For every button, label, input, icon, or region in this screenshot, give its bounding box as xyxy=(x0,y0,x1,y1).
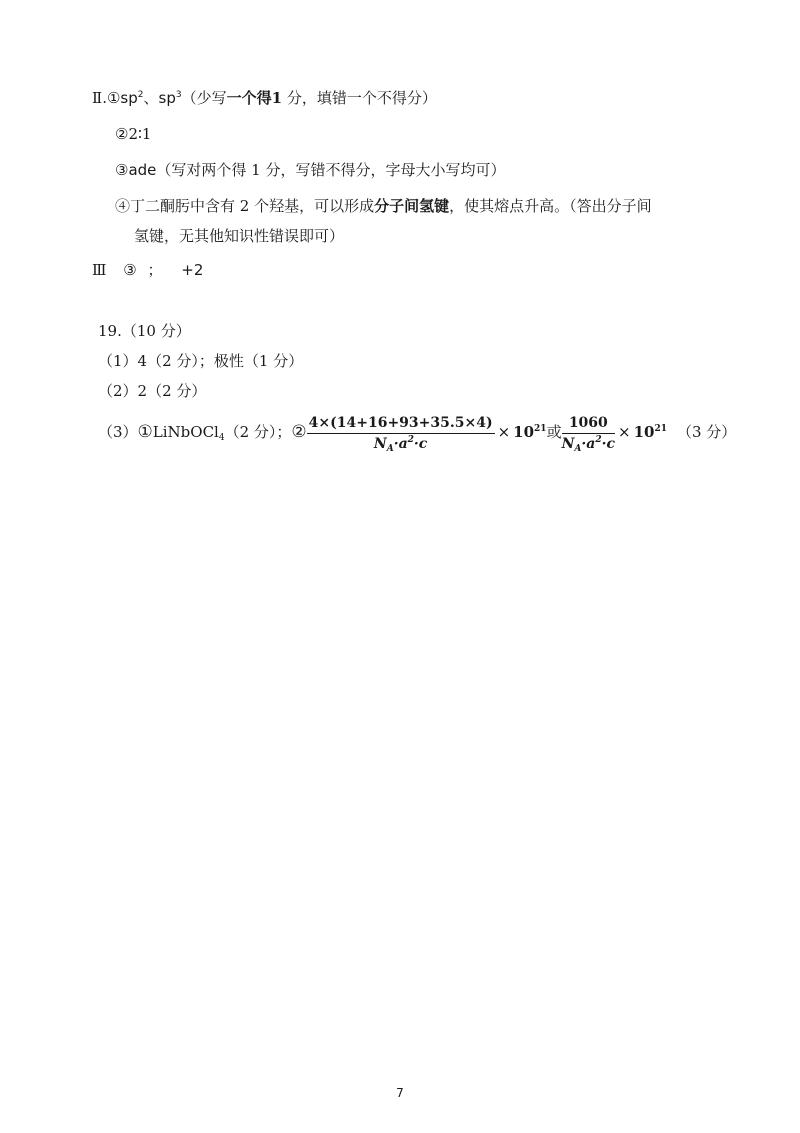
section2-q2-line xyxy=(115,124,151,144)
section3-line xyxy=(92,260,203,280)
section3-sep: ； xyxy=(147,261,163,279)
section2-q4-line2 xyxy=(134,226,344,246)
section3-label: Ⅲ xyxy=(92,261,107,279)
q1-circle: ① xyxy=(106,89,121,107)
section2-q3-line xyxy=(115,160,506,180)
q4-circle: ④ xyxy=(115,197,131,215)
times-sign-1: × xyxy=(497,423,511,441)
sp3-text: $sp^3$ xyxy=(158,89,182,107)
density-fraction-2 xyxy=(562,415,615,452)
p2-answer: 2（2 分） xyxy=(137,382,207,400)
p2-label: （2） xyxy=(98,382,138,400)
sp2-text: $sp^2$ xyxy=(120,89,144,107)
q1-note-d: 分，填错一个不得分） xyxy=(282,89,437,107)
section2-label: Ⅱ. xyxy=(92,89,107,107)
separator: 、 xyxy=(143,89,159,107)
q4-text-c: ，使其熔点升高。（答出分子间 xyxy=(449,197,652,215)
section2-q1-line xyxy=(92,88,437,108)
q1-note-c: 1 xyxy=(271,89,283,107)
p3-circle2: ② xyxy=(291,422,307,442)
q2-answer: 2∶1 xyxy=(128,125,152,143)
q3-note: （写对两个得 1 分，写错不得分，字母大小写均可） xyxy=(156,161,506,179)
q1-note-b: 一个得 xyxy=(226,89,272,107)
fraction1-numerator: 4×(14+16+93+35.5×4) xyxy=(307,415,495,434)
p1-answer: 4（2 分）；极性（1 分） xyxy=(137,352,304,370)
or-word: 或 xyxy=(546,423,562,441)
q4-text-a: 丁二酮肟中含有 2 个羟基，可以形成 xyxy=(130,197,375,215)
p3-label: （3） xyxy=(98,423,138,441)
q3-circle: ③ xyxy=(115,161,129,179)
formula-linboc14: LiNbOCl$_4$ xyxy=(152,423,225,443)
page-number: 7 xyxy=(396,1086,404,1100)
q4-text-d: 氢键，无其他知识性错误即可） xyxy=(134,227,345,245)
section2-q4-line xyxy=(115,196,652,216)
p1-label: （1） xyxy=(98,352,138,370)
section3-circle: ③ xyxy=(123,261,137,279)
section3-value: +2 xyxy=(181,261,204,279)
q19-header: 19.（10 分） xyxy=(98,322,191,340)
power-of-ten-1: $10^{21}$ xyxy=(513,423,547,441)
q3-answer: ade xyxy=(128,161,157,179)
p3-score1: （2 分）； xyxy=(224,423,292,441)
q19-part2 xyxy=(98,381,206,401)
fraction1-denominator: $N_A\cdot a^2\cdot c$ xyxy=(373,434,428,454)
fraction2-numerator: 1060 xyxy=(562,415,615,434)
q4-keyword: 分子间氢键 xyxy=(374,197,450,215)
fraction2-denominator: $N_A\cdot a^2\cdot c$ xyxy=(561,434,615,454)
times-sign-2: × xyxy=(618,423,631,441)
q19-part1 xyxy=(98,351,303,371)
q1-note-a: （少写 xyxy=(181,89,227,107)
q2-circle: ② xyxy=(115,125,129,143)
density-fraction-1 xyxy=(307,415,495,452)
p3-circle1: ① xyxy=(137,422,153,442)
power-of-ten-2: $10^{21}$ xyxy=(633,423,667,441)
p3-score2: （3 分） xyxy=(676,423,737,441)
q19-part3 xyxy=(98,412,736,452)
